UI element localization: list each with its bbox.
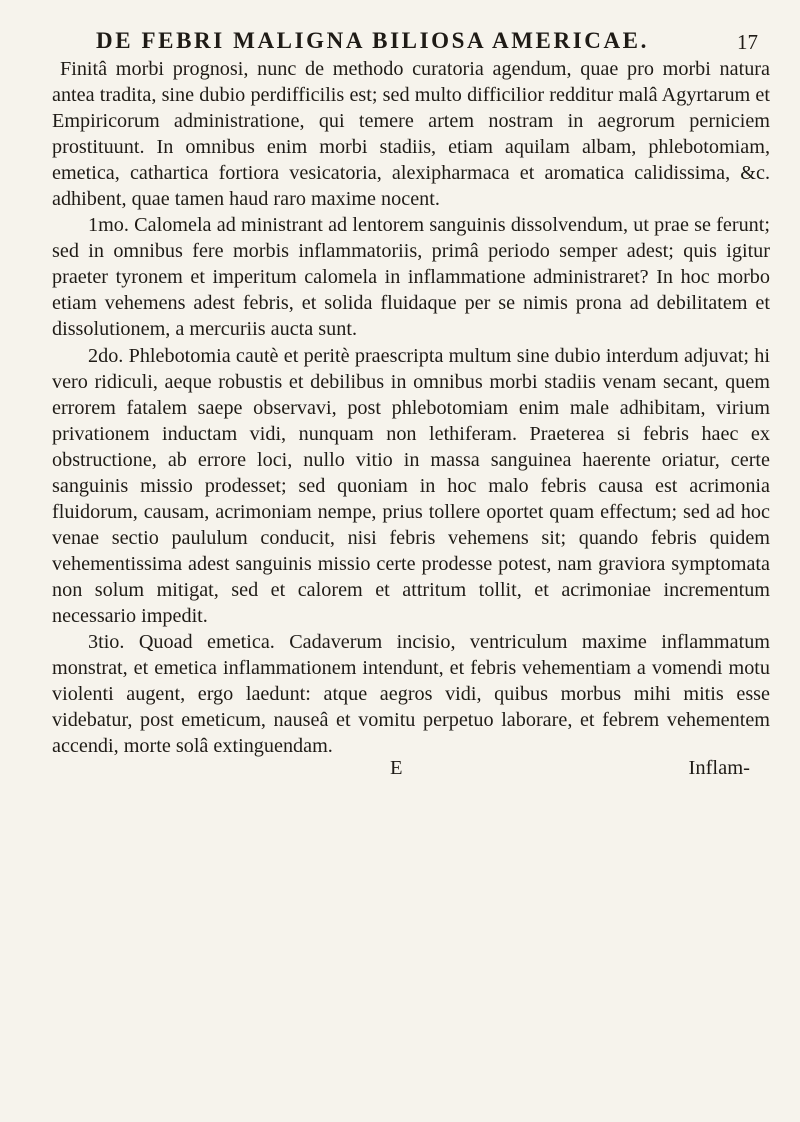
- paragraph-phlebotomia: 2do. Phlebotomia cautè et peritè praescripta multum sine dubio interdum adjuvat; hi vero ridiculi, aeque robustis et debilibus in omnibus morbi stadiis venam secant, quem errorem fatalem saepe observavi, post phlebotomiam enim male adhibitam, virium privationem inductam vidi, nunquam non lethiferam. Praeterea si febris haec ex obstructione, ab errore loci, nullo vitio in massa sanguinea haerente oriatur, certe sanguinis missio prodesset; sed quoniam in hoc malo febris causa est acrimonia fluidorum, causam, acrimoniam nempe, prius tollere oportet quam effectum; sed ad hoc venae sectio paululum conducit, nisi febris vehemens sit; quando febris quidem vehementissima adest sanguinis missio certe prodesse potest, nam graviora symptomata non solum mitigat, sed et calorem et attritum tollit, et acrimoniae incrementum necessario impedit.: [52, 344, 770, 627]
- signature-mark: E: [390, 757, 403, 780]
- page-number: 17: [737, 30, 758, 54]
- paragraph-emetica: 3tio. Quoad emetica. Cadaverum incisio, ventriculum maxime inflammatum monstrat, et emetica inflammationem intendunt, et febris vehementiam a vomendi motu violenti augent, ergo laedunt: atque aegros vidi, quibus morbus mihi mitis esse videbatur, post emeticum, nauseâ et vomitu perpetuo laborare, et febrem vehementem accendi, morte solâ extinguendam.: [52, 631, 770, 758]
- catchword: Inflam-: [688, 757, 750, 780]
- page-footer: [52, 757, 778, 785]
- running-title: DE FEBRI MALIGNA BILIOSA AMERICAE.: [96, 28, 649, 53]
- running-head: [52, 14, 778, 56]
- paragraph-prognosis: Finitâ morbi prognosi, nunc de methodo curatoria agendum, quae pro morbi natura antea tradita, sine dubio perdifficilis est; sed multo difficilior redditur malâ Agyrtarum et Empiricorum administratione, qui temere artem nostram in aegrorum perniciem prostituunt. In omnibus enim morbi stadiis, etiam aquilam albam, phlebotomiam, emetica, cathartica fortiora vesicatoria, alexipharmaca et aromatica calidissima, &c. adhibent, quae tamen haud raro maxime nocent.: [52, 58, 770, 211]
- paragraph-calomela: 1mo. Calomela ad ministrant ad lentorem sanguinis dissolvendum, ut prae se ferunt; sed in omnibus fere morbis inflammatoriis, primâ periodo semper adest; quis igitur praeter tyronem et imperitum calomela in inflammatione administraret? In hoc morbo etiam vehemens adest febris, et solida fluidaque per se nimis prona ad debilitatem et dissolutionem, a mercuriis aucta sunt.: [52, 214, 770, 341]
